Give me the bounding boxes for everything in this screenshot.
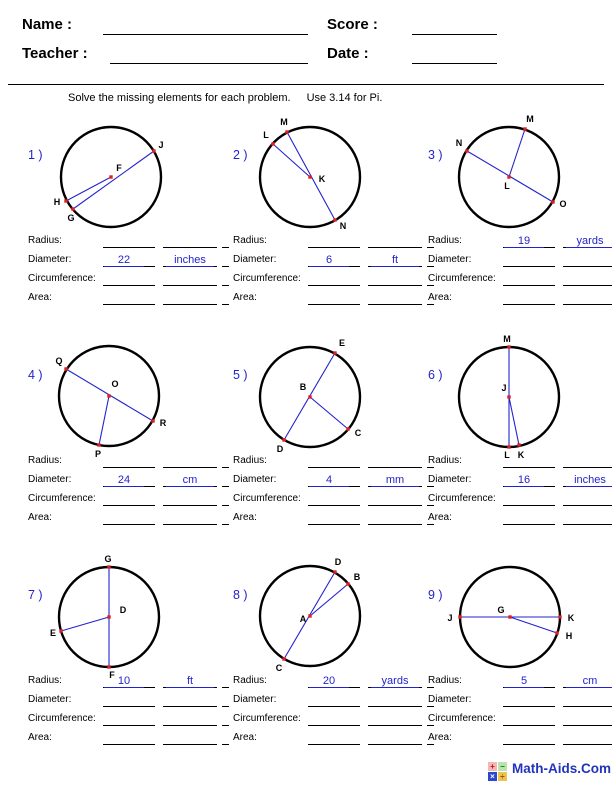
answer-blank-value[interactable]: [103, 273, 155, 286]
answer-blank-unit[interactable]: [163, 713, 217, 726]
answer-blank-unit[interactable]: [368, 493, 422, 506]
point-dot: [107, 615, 110, 618]
point-dot: [346, 582, 349, 585]
answer-blank-value[interactable]: [308, 235, 360, 248]
field-label: Circumference:: [233, 273, 301, 284]
point-dot: [517, 443, 520, 446]
answer-blank-value[interactable]: [308, 675, 360, 688]
answer-blank-unit[interactable]: [563, 732, 612, 745]
field-row: [28, 493, 224, 508]
point-label: J: [501, 383, 507, 393]
answer-value: 19: [504, 235, 544, 248]
math-aids-logo-icon: [488, 762, 507, 781]
chord-line: [273, 144, 310, 177]
field-label: Circumference:: [233, 493, 301, 504]
chord-line: [99, 396, 109, 445]
problem-number: 8 ): [233, 588, 248, 602]
answer-blank-value[interactable]: [503, 512, 555, 525]
field-row: [428, 273, 612, 288]
field-label: Diameter:: [428, 474, 472, 485]
point-label: N: [455, 138, 463, 148]
point-label: L: [263, 130, 269, 140]
point-dot: [555, 631, 558, 634]
field-row: [233, 235, 429, 250]
point-label: L: [504, 450, 510, 460]
field-label: Area:: [428, 292, 452, 303]
field-label: Diameter:: [28, 254, 72, 265]
chord-line: [509, 129, 525, 177]
problem: [420, 335, 612, 547]
answer-blank-unit[interactable]: [368, 694, 422, 707]
field-row: [428, 254, 612, 269]
problem-number: 3 ): [428, 148, 443, 162]
answer-blank-unit[interactable]: [563, 235, 612, 248]
answer-blank-value[interactable]: [103, 675, 155, 688]
circle-diagram: [225, 115, 417, 243]
field-label: Area:: [233, 732, 257, 743]
chord-line: [510, 617, 557, 633]
field-row: [428, 292, 612, 307]
instructions-text: Solve the missing elements for each problem.: [68, 92, 291, 104]
answer-blank-unit[interactable]: [368, 292, 422, 305]
problem: [420, 115, 612, 327]
logo-tile-icon: ×: [488, 772, 497, 781]
answer-blank-unit[interactable]: [563, 493, 612, 506]
point-label: K: [517, 450, 525, 460]
answer-blank-unit[interactable]: [563, 694, 612, 707]
field-row: [428, 455, 612, 470]
point-label: G: [67, 213, 75, 223]
field-label: Circumference:: [28, 273, 96, 284]
answer-unit: inches: [166, 254, 214, 267]
answer-blank-unit[interactable]: [368, 455, 422, 468]
answer-blank-unit[interactable]: [563, 713, 612, 726]
answer-blank-unit[interactable]: [563, 474, 612, 487]
field-row: [233, 732, 429, 747]
point-label: N: [339, 221, 347, 231]
answer-blank-unit[interactable]: [368, 254, 422, 267]
answer-value: 20: [309, 675, 349, 688]
point-dot: [507, 345, 510, 348]
circle-diagram: [420, 555, 612, 683]
problem-number: 1 ): [28, 148, 43, 162]
answer-blank-unit[interactable]: [368, 732, 422, 745]
field-row: [428, 512, 612, 527]
name-label: Name :: [22, 16, 73, 33]
point-label: M: [280, 117, 288, 127]
instructions: [68, 92, 382, 104]
field-row: [233, 493, 429, 508]
point-label: D: [334, 557, 342, 567]
field-label: Circumference:: [28, 493, 96, 504]
answer-blank-value[interactable]: [103, 254, 155, 267]
point-dot: [109, 175, 112, 178]
circle-diagram: [225, 555, 417, 683]
answer-value: 6: [309, 254, 349, 267]
point-dot: [465, 149, 468, 152]
field-row: [233, 512, 429, 527]
answer-unit: cm: [566, 675, 612, 688]
problem-number: 9 ): [428, 588, 443, 602]
field-label: Circumference:: [28, 713, 96, 724]
point-dot: [107, 665, 110, 668]
point-label: L: [504, 181, 510, 191]
answer-blank-value[interactable]: [308, 292, 360, 305]
answer-blank-unit[interactable]: [368, 512, 422, 525]
field-label: Area:: [28, 512, 52, 523]
answer-blank-value[interactable]: [503, 292, 555, 305]
point-dot: [308, 395, 311, 398]
point-label: F: [116, 163, 122, 173]
point-dot: [64, 199, 67, 202]
point-label: G: [497, 605, 505, 615]
field-row: [233, 292, 429, 307]
point-dot: [107, 394, 110, 397]
answer-blank-value[interactable]: [103, 292, 155, 305]
answer-blank-unit[interactable]: [163, 235, 217, 248]
field-label: Area:: [233, 512, 257, 523]
problem-number: 4 ): [28, 368, 43, 382]
answer-unit: cm: [166, 474, 214, 487]
problem: [20, 335, 225, 547]
point-dot: [523, 127, 526, 130]
field-row: [28, 512, 224, 527]
circle-diagram: [225, 335, 417, 463]
point-dot: [71, 207, 74, 210]
point-label: D: [276, 444, 284, 454]
answer-blank-value[interactable]: [503, 675, 555, 688]
answer-blank-value[interactable]: [103, 732, 155, 745]
answer-blank-unit[interactable]: [163, 732, 217, 745]
field-label: Area:: [28, 292, 52, 303]
field-row: [233, 694, 429, 709]
answer-blank-value[interactable]: [503, 474, 555, 487]
answer-blank-value[interactable]: [503, 235, 555, 248]
point-label: K: [567, 613, 575, 623]
answer-blank-unit[interactable]: [368, 235, 422, 248]
field-row: [233, 713, 429, 728]
point-dot: [558, 615, 561, 618]
field-row: [428, 713, 612, 728]
answer-blank-value[interactable]: [103, 512, 155, 525]
teacher-field[interactable]: [110, 63, 308, 64]
field-label: Diameter:: [233, 254, 277, 265]
answer-blank-unit[interactable]: [163, 474, 217, 487]
point-label: E: [338, 338, 346, 348]
answer-blank-unit[interactable]: [563, 254, 612, 267]
score-label: Score :: [327, 16, 378, 33]
answer-blank-value[interactable]: [308, 273, 360, 286]
answer-unit: mm: [371, 474, 419, 487]
field-row: [233, 273, 429, 288]
field-label: Diameter:: [28, 474, 72, 485]
field-label: Radius:: [28, 675, 62, 686]
answer-blank-unit[interactable]: [163, 512, 217, 525]
point-label: Q: [55, 356, 63, 366]
point-label: D: [119, 605, 127, 615]
point-dot: [285, 130, 288, 133]
answer-blank-value[interactable]: [503, 254, 555, 267]
problem-number: 5 ): [233, 368, 248, 382]
answer-value: 10: [104, 675, 144, 688]
answer-blank-unit[interactable]: [563, 292, 612, 305]
point-label: H: [53, 197, 61, 207]
answer-blank-unit[interactable]: [368, 273, 422, 286]
point-label: B: [299, 382, 307, 392]
field-label: Radius:: [28, 455, 62, 466]
point-dot: [282, 438, 285, 441]
problem: [225, 555, 430, 767]
answer-blank-unit[interactable]: [368, 713, 422, 726]
point-label: C: [354, 428, 362, 438]
field-label: Diameter:: [233, 694, 277, 705]
point-dot: [507, 445, 510, 448]
answer-blank-unit[interactable]: [368, 474, 422, 487]
score-field[interactable]: [412, 34, 497, 35]
point-dot: [64, 367, 67, 370]
field-row: [428, 675, 612, 690]
field-label: Radius:: [428, 455, 462, 466]
point-dot: [97, 443, 100, 446]
circle-diagram: [20, 335, 212, 463]
answer-blank-value[interactable]: [503, 694, 555, 707]
point-dot: [507, 395, 510, 398]
point-dot: [151, 419, 154, 422]
point-label: O: [111, 379, 119, 389]
problem: [20, 115, 225, 327]
field-row: [428, 694, 612, 709]
field-label: Circumference:: [233, 713, 301, 724]
answer-blank-unit[interactable]: [163, 493, 217, 506]
chord-line: [509, 397, 519, 445]
field-label: Radius:: [233, 675, 267, 686]
field-row: [233, 474, 429, 489]
teacher-label: Teacher :: [22, 45, 88, 62]
point-label: J: [447, 613, 453, 623]
answer-blank-value[interactable]: [103, 493, 155, 506]
answer-value: 22: [104, 254, 144, 267]
problem: [20, 555, 225, 767]
point-dot: [308, 175, 311, 178]
point-label: C: [275, 663, 283, 673]
answer-unit: ft: [166, 675, 214, 688]
field-row: [233, 455, 429, 470]
answer-blank-unit[interactable]: [163, 694, 217, 707]
field-label: Diameter:: [233, 474, 277, 485]
field-row: [28, 675, 224, 690]
answer-value: 5: [504, 675, 544, 688]
field-row: [28, 273, 224, 288]
point-label: E: [49, 628, 57, 638]
point-label: B: [353, 572, 361, 582]
point-dot: [333, 351, 336, 354]
answer-unit: yards: [566, 235, 612, 248]
field-label: Diameter:: [428, 254, 472, 265]
logo-tile-icon: −: [498, 762, 507, 771]
field-label: Radius:: [233, 235, 267, 246]
circle-diagram: [420, 115, 612, 243]
point-label: K: [318, 174, 326, 184]
chord-line: [310, 397, 348, 429]
answer-blank-value[interactable]: [103, 235, 155, 248]
point-label: A: [299, 614, 307, 624]
field-row: [28, 474, 224, 489]
field-label: Area:: [28, 732, 52, 743]
logo-tile-icon: ÷: [498, 772, 507, 781]
answer-blank-value[interactable]: [503, 455, 555, 468]
field-label: Radius:: [233, 455, 267, 466]
problem-number: 7 ): [28, 588, 43, 602]
answer-blank-value[interactable]: [503, 732, 555, 745]
field-label: Diameter:: [428, 694, 472, 705]
answer-unit: inches: [566, 474, 612, 487]
circle-diagram: [420, 335, 612, 463]
header-divider: [8, 84, 604, 85]
point-dot: [59, 629, 62, 632]
answer-blank-value[interactable]: [503, 713, 555, 726]
answer-value: 16: [504, 474, 544, 487]
point-label: P: [94, 449, 102, 459]
answer-blank-value[interactable]: [308, 713, 360, 726]
field-label: Radius:: [428, 675, 462, 686]
chord-line: [310, 584, 348, 616]
name-field[interactable]: [103, 34, 308, 35]
answer-value: 4: [309, 474, 349, 487]
point-dot: [271, 142, 274, 145]
answer-blank-value[interactable]: [308, 455, 360, 468]
point-dot: [107, 565, 110, 568]
answer-blank-value[interactable]: [308, 512, 360, 525]
point-label: M: [503, 335, 511, 344]
problem-number: 2 ): [233, 148, 248, 162]
circle-diagram: [20, 555, 212, 683]
point-dot: [282, 657, 285, 660]
point-label: F: [109, 670, 115, 680]
point-dot: [458, 615, 461, 618]
field-label: Area:: [428, 732, 452, 743]
point-dot: [308, 614, 311, 617]
point-dot: [333, 570, 336, 573]
field-label: Diameter:: [28, 694, 72, 705]
answer-blank-value[interactable]: [103, 474, 155, 487]
answer-blank-unit[interactable]: [563, 455, 612, 468]
point-label: H: [565, 631, 573, 641]
date-field[interactable]: [412, 63, 497, 64]
answer-value: 24: [104, 474, 144, 487]
brand-text: Math-Aids.Com: [512, 761, 611, 776]
answer-blank-unit[interactable]: [563, 512, 612, 525]
answer-blank-value[interactable]: [503, 493, 555, 506]
problem-number: 6 ): [428, 368, 443, 382]
answer-blank-unit[interactable]: [163, 254, 217, 267]
chord-line: [61, 617, 109, 631]
answer-blank-value[interactable]: [308, 493, 360, 506]
answer-blank-unit[interactable]: [563, 273, 612, 286]
problem: [420, 555, 612, 767]
point-dot: [333, 218, 336, 221]
point-dot: [346, 427, 349, 430]
field-row: [28, 455, 224, 470]
circle-diagram: [20, 115, 212, 243]
point-label: R: [159, 418, 167, 428]
answer-unit: ft: [371, 254, 419, 267]
field-row: [233, 675, 429, 690]
answer-blank-value[interactable]: [308, 474, 360, 487]
point-dot: [152, 149, 155, 152]
field-label: Area:: [428, 512, 452, 523]
answer-blank-unit[interactable]: [163, 292, 217, 305]
point-label: J: [158, 140, 164, 150]
point-dot: [507, 175, 510, 178]
answer-blank-value[interactable]: [503, 273, 555, 286]
field-row: [428, 235, 612, 250]
answer-blank-unit[interactable]: [163, 455, 217, 468]
pi-note: Use 3.14 for Pi.: [306, 92, 383, 104]
logo-tile-icon: +: [488, 762, 497, 771]
field-label: Circumference:: [428, 713, 496, 724]
problem: [225, 335, 430, 547]
field-row: [428, 732, 612, 747]
field-label: Circumference:: [428, 273, 496, 284]
answer-blank-value[interactable]: [308, 254, 360, 267]
field-row: [28, 713, 224, 728]
field-row: [428, 493, 612, 508]
point-label: O: [559, 199, 567, 209]
field-row: [28, 254, 224, 269]
date-label: Date :: [327, 45, 369, 62]
answer-blank-unit[interactable]: [563, 675, 612, 688]
field-row: [28, 292, 224, 307]
answer-blank-unit[interactable]: [163, 273, 217, 286]
point-dot: [551, 200, 554, 203]
field-label: Radius:: [28, 235, 62, 246]
field-row: [28, 732, 224, 747]
problem: [225, 115, 430, 327]
field-label: Radius:: [428, 235, 462, 246]
point-label: G: [104, 555, 112, 564]
field-row: [28, 694, 224, 709]
answer-blank-unit[interactable]: [368, 675, 422, 688]
field-row: [233, 254, 429, 269]
answer-blank-value[interactable]: [308, 732, 360, 745]
answer-blank-value[interactable]: [103, 694, 155, 707]
answer-unit: yards: [371, 675, 419, 688]
answer-blank-unit[interactable]: [163, 675, 217, 688]
field-label: Area:: [233, 292, 257, 303]
answer-blank-value[interactable]: [103, 713, 155, 726]
point-dot: [508, 615, 511, 618]
answer-blank-value[interactable]: [103, 455, 155, 468]
chord-line: [73, 151, 154, 209]
field-row: [428, 474, 612, 489]
field-row: [28, 235, 224, 250]
point-label: M: [526, 115, 534, 124]
answer-blank-value[interactable]: [308, 694, 360, 707]
field-label: Circumference:: [428, 493, 496, 504]
